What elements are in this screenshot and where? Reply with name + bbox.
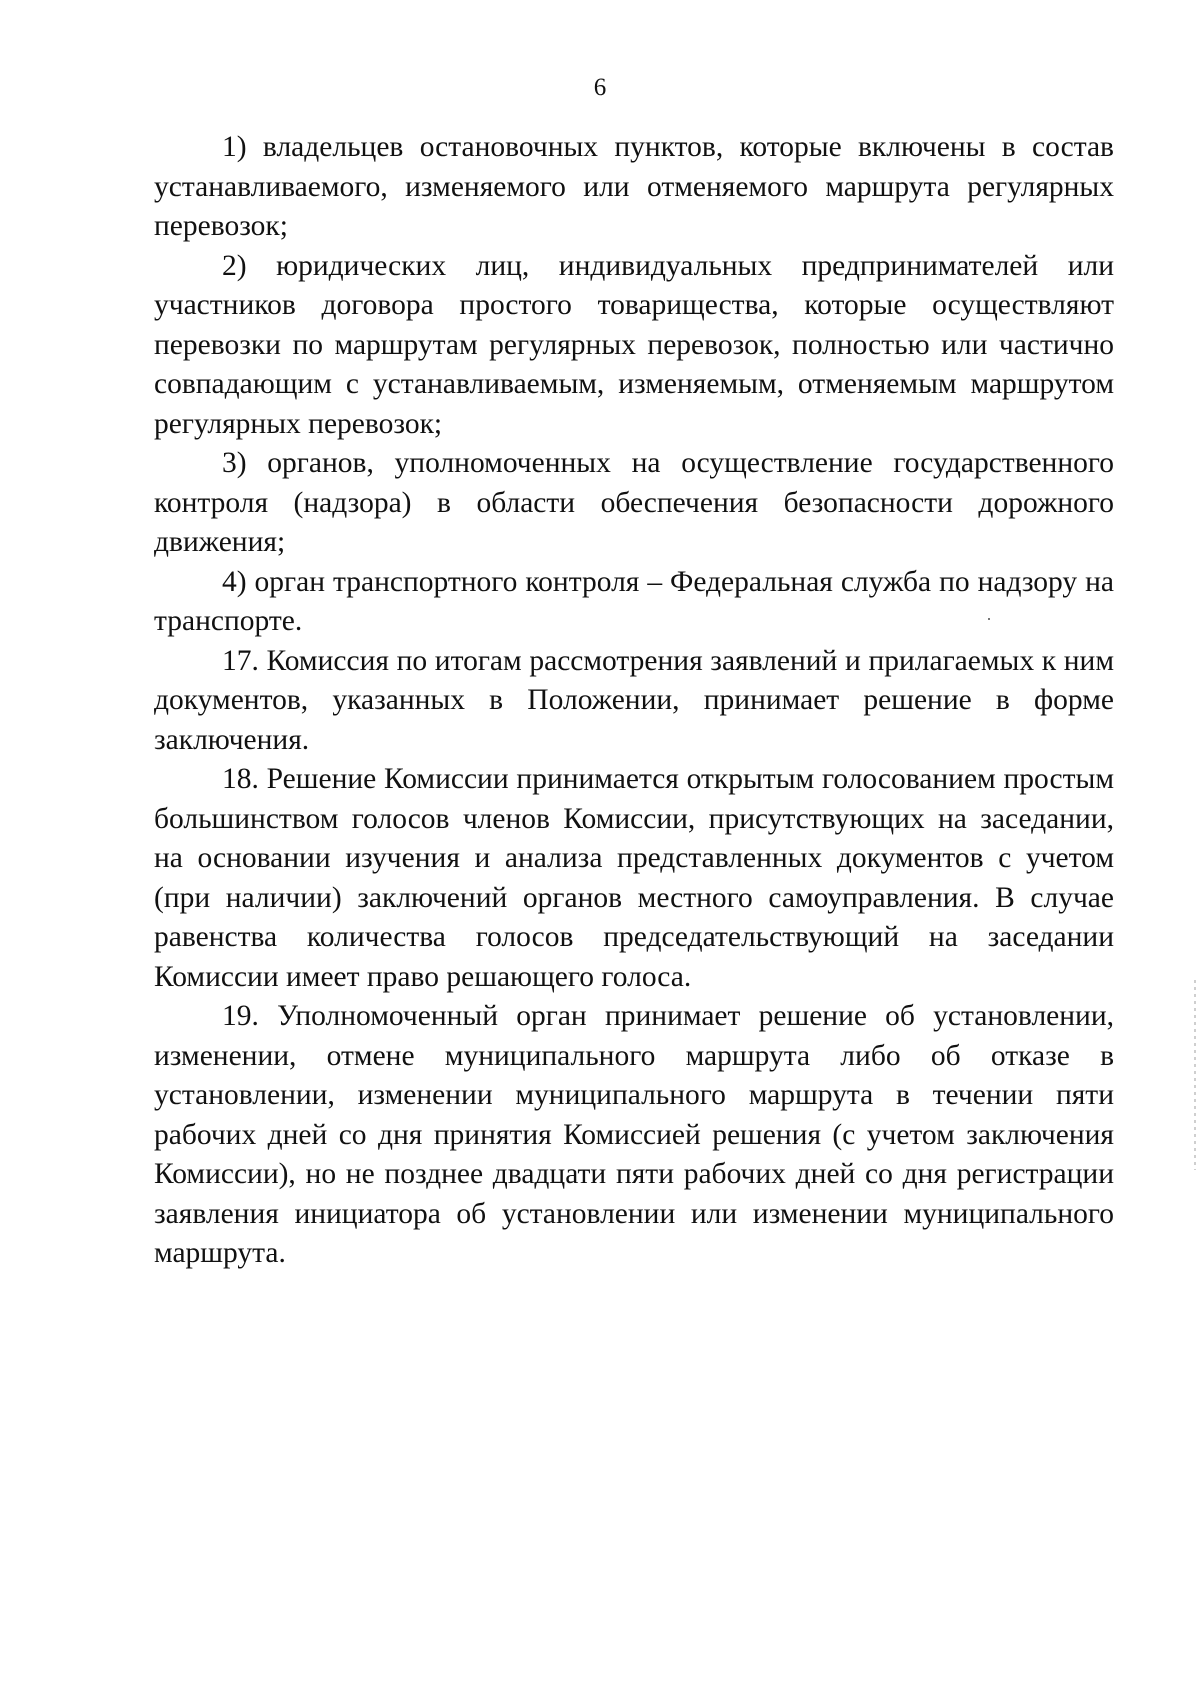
scan-edge-artifact (1194, 980, 1196, 1170)
list-item-1: 1) владельцев остановочных пунктов, которые включены в состав устанавливаемого, изменяемого или отменяемого маршрута регулярных перевозок; (154, 131, 1114, 242)
list-item-3: 3) органов, уполномоченных на осуществление государственного контроля (надзора) в области обеспечения безопасности дорожного движения; (154, 447, 1114, 558)
list-item-4: 4) орган транспортного контроля – Федеральная служба по надзору на транспорте. (154, 565, 1114, 637)
document-body (154, 128, 1114, 1274)
page-number: 6 (593, 74, 607, 101)
clause-19: 19. Уполномоченный орган принимает решение об установлении, изменении, отмене муниципального маршрута либо об отказе в установлении, изменении муниципального маршрута в течении пяти рабочих дней со дня принятия Комиссией решения (с учетом заключения Комиссии), но не позднее двадцати пяти рабочих дней со дня регистрации заявления инициатора об установлении или изменении муниципального маршрута. (154, 1000, 1114, 1269)
scan-artifact-dot (988, 618, 990, 620)
list-item-2: 2) юридических лиц, индивидуальных предпринимателей или участников договора простого товарищества, которые осуществляют перевозки по маршрутам регулярных перевозок, полностью или частично совпадающим с устанавливаемым, изменяемым, отменяемым маршрутом регулярных перевозок; (154, 249, 1114, 440)
clause-18: 18. Решение Комиссии принимается открытым голосованием простым большинством голосов членов Комиссии, присутствующих на заседании, на основании изучения и анализа представленных документов с учетом (при наличии) заключений органов местного самоуправления. В случае равенства количества голосов председательствующий на заседании Комиссии имеет право решающего голоса. (154, 763, 1114, 993)
clause-17: 17. Комиссия по итогам рассмотрения заявлений и прилагаемых к ним документов, указанных в Положении, принимает решение в форме заключения. (154, 644, 1114, 756)
